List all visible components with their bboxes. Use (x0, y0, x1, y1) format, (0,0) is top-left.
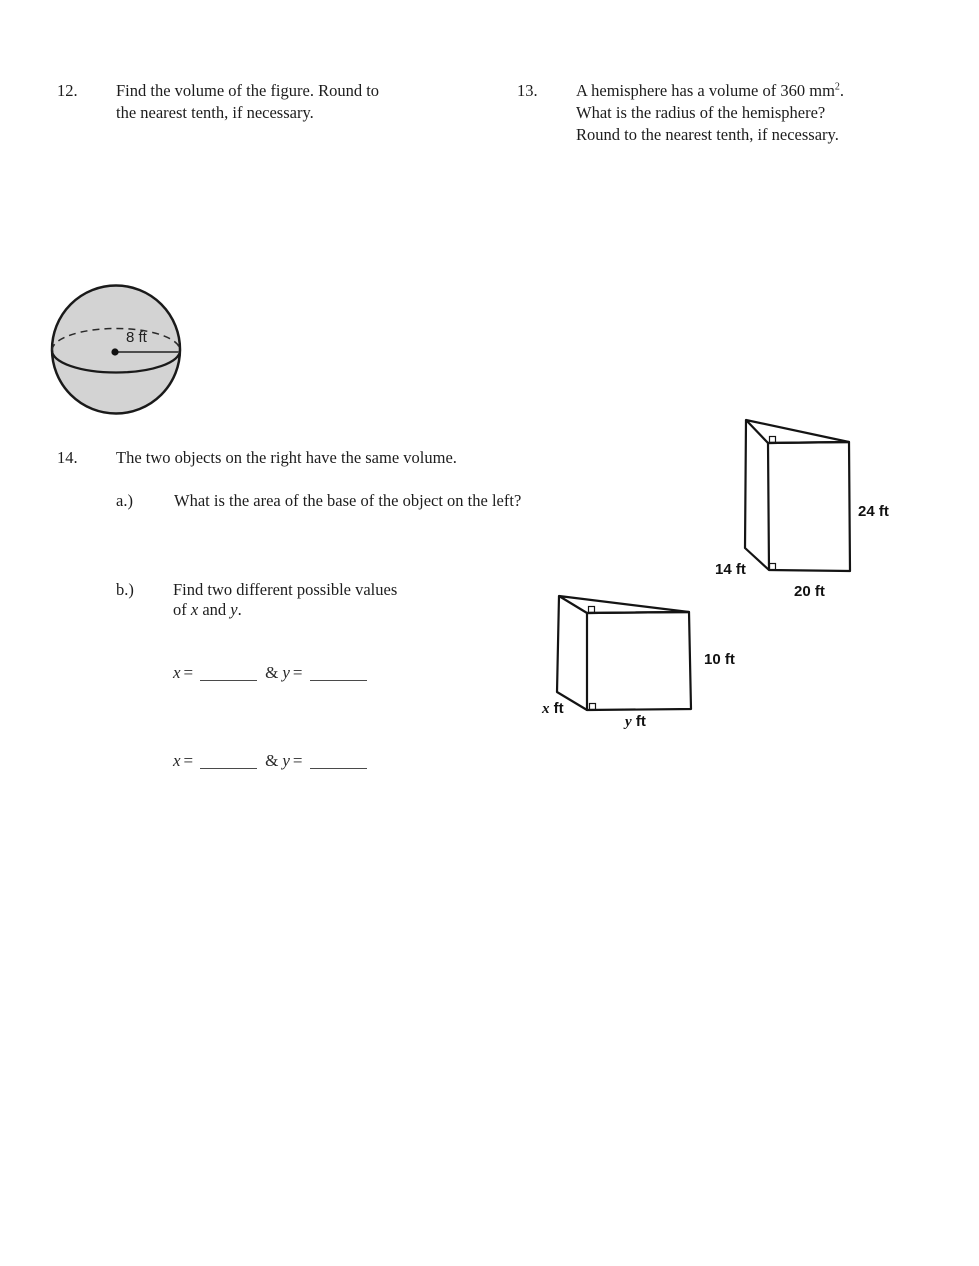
prism-small-depth-unit: ft (549, 700, 564, 717)
triangular-prism-large (700, 405, 900, 585)
problem-13-text (576, 80, 844, 146)
answer1-y: y (282, 663, 290, 682)
sphere-figure (48, 281, 188, 418)
part-b-of: of (173, 600, 191, 619)
prism-small-width-unit: ft (631, 713, 646, 730)
answer2-x: x (173, 751, 181, 770)
part-b-period: . (237, 600, 242, 619)
problem-13-number: 13. (517, 81, 538, 100)
prism-small-depth-var: x (542, 701, 550, 717)
part-b-line1: Find two different possible values (173, 580, 398, 599)
answer1-equals-2: = (292, 663, 303, 682)
prism-small-width-label (625, 713, 646, 731)
right-angle-marker-bottom (590, 704, 596, 710)
superscript-2: 2 (834, 81, 840, 93)
answer1-x-blank (200, 666, 257, 681)
prism-small-front-face (587, 612, 691, 710)
part-a-text: What is the area of the base of the object on the left? (174, 491, 522, 510)
answer1-equals-1: = (183, 663, 194, 682)
prism-large-depth-label: 14 ft (715, 561, 746, 578)
part-b-text (173, 580, 397, 620)
prism-large-top-face (746, 420, 849, 443)
prism-small-left-edges (557, 596, 587, 710)
answer2-y-blank (310, 754, 367, 769)
prism-small-top-face (559, 596, 689, 613)
answer-row-2 (173, 751, 371, 771)
right-angle-marker-bottom (770, 564, 776, 570)
problem-13-line1-period: . (839, 81, 845, 100)
answer2-equals-2: = (292, 751, 303, 770)
prism-small-width-var: y (625, 714, 632, 730)
prism-small-depth-label (542, 700, 564, 718)
variable-y: y (230, 600, 238, 619)
center-dot (111, 348, 118, 355)
sphere-radius-label: 8 ft (126, 329, 147, 346)
variable-x: x (190, 600, 199, 619)
problem-12-line2: the nearest tenth, if necessary. (116, 103, 314, 122)
problem-12-line1: Find the volume of the figure. Round to (116, 81, 380, 100)
answer-row-1 (173, 663, 371, 683)
answer2-ampersand: & (265, 751, 279, 770)
prism-large-width-label: 20 ft (794, 583, 825, 600)
problem-14-intro: The two objects on the right have the same volume. (116, 448, 457, 467)
answer2-y: y (282, 751, 290, 770)
prism-large-left-edges (745, 420, 769, 570)
answer1-x: x (173, 663, 181, 682)
prism-large-height-label: 24 ft (858, 503, 889, 520)
problem-13-line1-text: A hemisphere has a volume of 360 mm (576, 81, 835, 100)
part-a-marker: a.) (116, 491, 133, 510)
answer1-ampersand: & (265, 663, 279, 682)
answer1-y-blank (310, 666, 367, 681)
part-b-line2 (173, 600, 397, 620)
answer2-equals-1: = (183, 751, 194, 770)
problem-13-line2: What is the radius of the hemisphere? (576, 103, 826, 122)
problem-13-line3: Round to the nearest tenth, if necessary. (576, 125, 839, 144)
problem-13-line1 (576, 80, 844, 102)
part-b-marker: b.) (116, 580, 134, 599)
problem-12-text (116, 80, 379, 124)
problem-14-number: 14. (57, 448, 78, 467)
part-b-and: and (198, 600, 231, 619)
right-angle-marker-top (589, 607, 595, 613)
prism-small-height-label: 10 ft (704, 651, 735, 668)
right-angle-marker-top (770, 437, 776, 443)
prism-large-front-face (768, 442, 850, 571)
answer2-x-blank (200, 754, 257, 769)
problem-12-number: 12. (57, 81, 78, 100)
